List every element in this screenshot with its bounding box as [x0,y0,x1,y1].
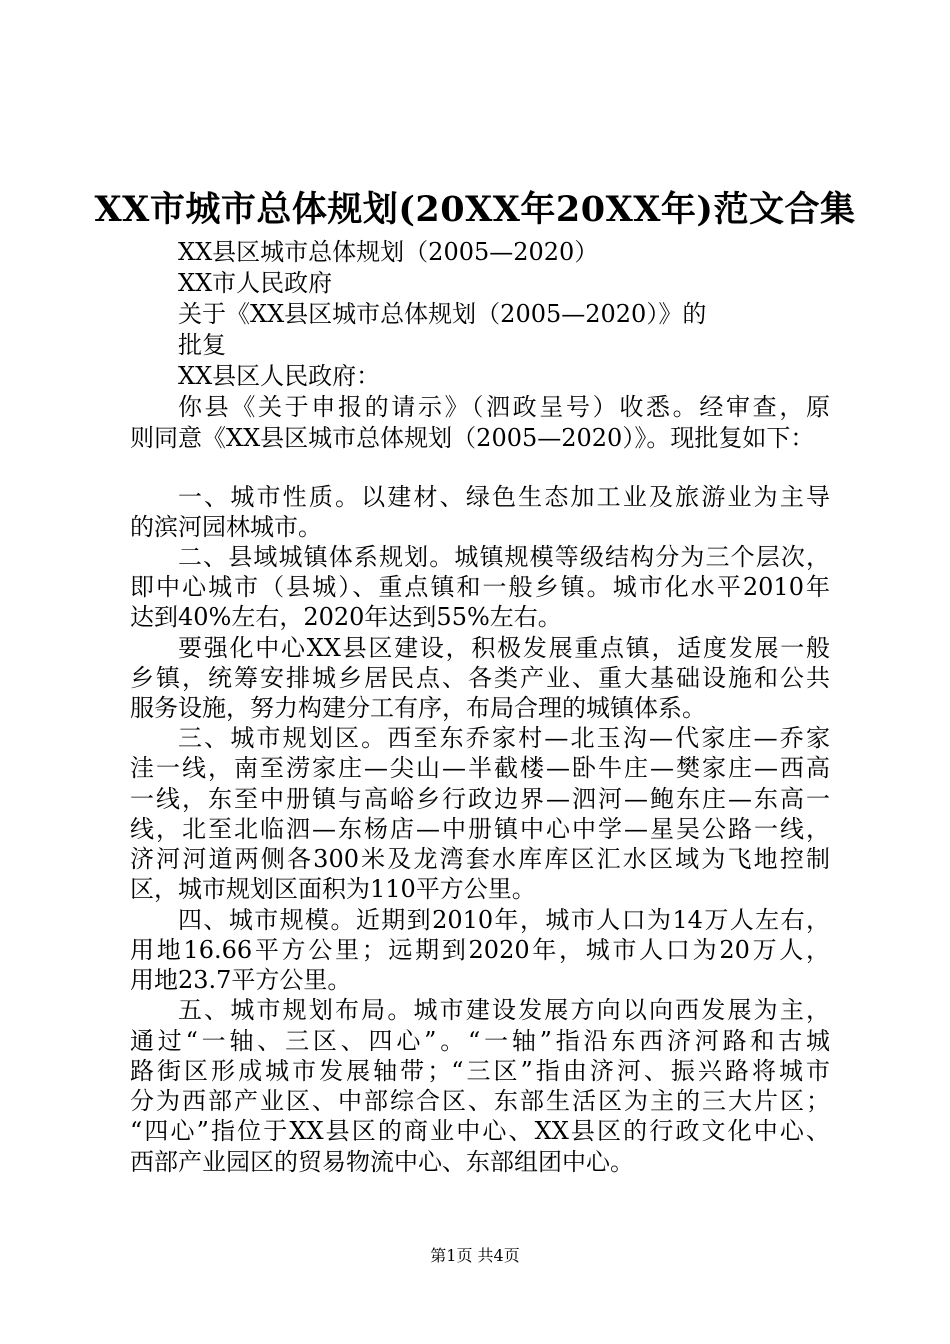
text-line: “四心”指位于XX县区的商业中心、XX县区的行政文化中心、 [130,1117,830,1145]
text-line: 二、县域城镇体系规划。城镇规模等级结构分为三个层次， [178,543,830,571]
text-line: 洼一线，南至涝家庄—尖山—半截楼—卧牛庄—樊家庄—西高 [130,754,830,782]
text-line: 达到40%左右，2020年达到55%左右。 [130,603,562,631]
text-line: 西部产业园区的贸易物流中心、东部组团中心。 [130,1148,634,1176]
header-line-reply: 批复 [178,331,226,359]
text-line: 用地16.66平方公里；远期到2020年，城市人口为20万人， [130,936,830,964]
text-line: 四、城市规模。近期到2010年，城市人口为14万人左右， [178,906,830,934]
text-line: 你县《关于申报的请示》（泗政呈号）收悉。经审查，原 [178,393,830,421]
text-line: 分为西部产业区、中部综合区、东部生活区为主的三大片区； [130,1087,830,1115]
document-title: XX市城市总体规划(20XX年20XX年)范文合集 [94,189,856,230]
text-line: 用地23.7平方公里。 [130,966,352,994]
text-line: 线，北至北临泗—东杨店—中册镇中心中学—星吴公路一线， [130,815,830,843]
text-line: 乡镇，统筹安排城乡居民点、各类产业、重大基础设施和公共 [130,664,830,692]
text-line: 要强化中心XX县区建设，积极发展重点镇，适度发展一般 [178,634,830,662]
header-line-issuer: XX市人民政府 [178,269,333,297]
text-line: 的滨河园林城市。 [130,513,322,541]
text-line: 一、城市性质。以建材、绿色生态加工业及旅游业为主导 [178,483,830,511]
text-line: 路街区形成城市发展轴带；“三区”指由济河、振兴路将城市 [130,1057,830,1085]
header-line-subject: 关于《XX县区城市总体规划（2005—2020）》的 [178,300,707,328]
header-line-plan-name: XX县区城市总体规划（2005—2020） [178,238,599,266]
text-line: 三、城市规划区。西至东乔家村—北玉沟—代家庄—乔家 [178,724,830,752]
text-line: 济河河道两侧各300米及龙湾套水库库区汇水区域为飞地控制 [130,845,830,873]
text-line: 即中心城市（县城）、重点镇和一般乡镇。城市化水平2010年 [130,573,830,601]
text-line: 区，城市规划区面积为110平方公里。 [130,875,536,903]
text-line: 则同意《XX县区城市总体规划（2005—2020）》。现批复如下： [130,424,815,452]
text-line: 五、城市规划布局。城市建设发展方向以向西发展为主， [178,996,830,1024]
header-line-addressee: XX县区人民政府： [178,362,381,390]
page-number-footer: 第1页 共4页 [430,1246,520,1265]
text-line: 服务设施，努力构建分工有序，布局合理的城镇体系。 [130,694,706,722]
text-line: 通过“一轴、三区、四心”。“一轴”指沿东西济河路和古城 [130,1027,830,1055]
text-line: 一线，东至中册镇与高峪乡行政边界—泗河—鲍东庄—东高一 [130,785,830,813]
